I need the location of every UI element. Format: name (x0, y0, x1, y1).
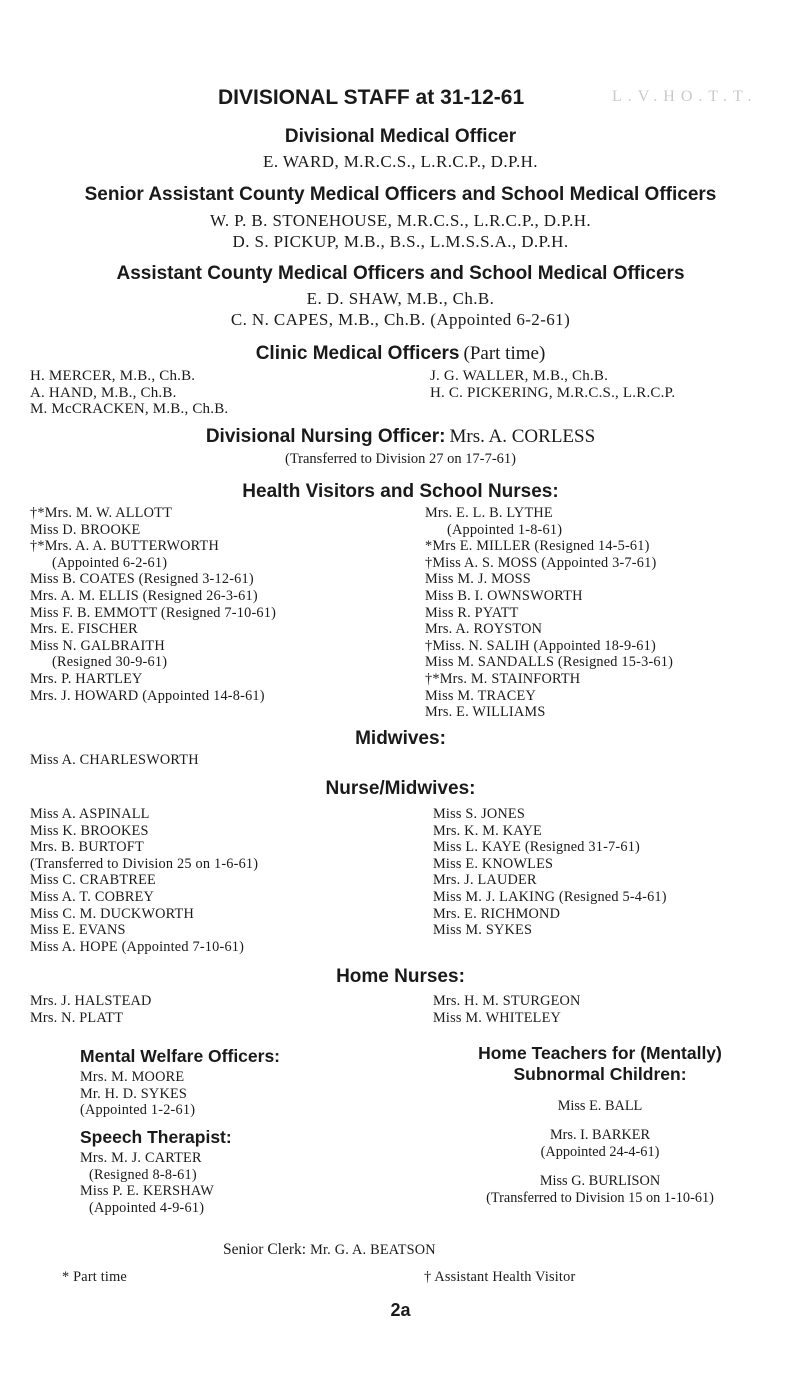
list-item: †*Mrs. M. STAINFORTH (425, 670, 581, 687)
nursing-note: (Transferred to Division 27 on 17-7-61) (284, 451, 517, 467)
list-item: (Transferred to Division 25 on 1-6-61) (30, 855, 259, 872)
list-item: Miss C. M. DUCKWORTH (30, 905, 194, 922)
list-item: Mrs. E. RICHMOND (433, 905, 561, 922)
list-item: Miss K. BROOKES (30, 822, 149, 839)
list-item: Mrs. A. M. ELLIS (Resigned 26-3-61) (30, 587, 258, 604)
home-teachers-heading-line-2: Subnormal Children: (513, 1064, 687, 1084)
nursing-officer-name: Mrs. A. CORLESS (449, 426, 596, 447)
list-item: Mrs. P. HARTLEY (30, 670, 143, 687)
home-teachers-list (415, 1098, 785, 1207)
health-visitors-left-list (30, 505, 276, 704)
acmo-name-1: E. D. SHAW, M.B., Ch.B. (306, 289, 495, 308)
list-item: Miss N. GALBRAITH (30, 637, 165, 654)
list-item: †*Mrs. M. W. ALLOTT (30, 505, 173, 521)
list-item: (Resigned 8-8-61) (89, 1166, 197, 1183)
list-item: Mrs. H. M. STURGEON (433, 993, 581, 1009)
nurse-midwives-heading: Nurse/Midwives: (325, 778, 476, 799)
list-item: Mrs. E. FISCHER (30, 621, 138, 638)
nurse-midwives-left-list (30, 806, 258, 955)
health-visitors-right-list (425, 505, 673, 721)
mental-welfare-list (80, 1069, 195, 1119)
list-item: Miss E. KNOWLES (433, 855, 554, 872)
list-item: Mrs. I. BARKER (549, 1127, 651, 1143)
acmo-heading: Assistant County Medical Officers and School Medical Officers (116, 263, 685, 284)
list-item: H. C. PICKERING, M.R.C.S., L.R.C.P. (430, 384, 676, 401)
list-item: Mr. H. D. SYKES (80, 1085, 188, 1102)
speech-therapist-heading: Speech Therapist: (80, 1127, 232, 1147)
senior-clerk (223, 1241, 436, 1259)
list-item: Mrs. A. ROYSTON (425, 621, 543, 638)
senior-acmo-name-1: W. P. B. STONEHOUSE, M.R.C.S., L.R.C.P., D.P.H. (209, 211, 592, 230)
list-item: Miss R. PYATT (425, 604, 519, 621)
list-item: Miss A. T. COBREY (30, 888, 155, 905)
clinic-heading-title: Clinic Medical Officers (255, 343, 460, 364)
list-item: Miss D. BROOKE (30, 521, 141, 538)
nursing-heading (0, 426, 801, 448)
list-item: Miss A. CHARLESWORTH (30, 752, 199, 768)
list-item: Mrs. J. HALSTEAD (30, 993, 152, 1009)
list-item: Miss A. ASPINALL (30, 806, 150, 822)
list-item: Miss L. KAYE (Resigned 31-7-61) (433, 839, 641, 856)
list-item: Miss E. EVANS (30, 922, 126, 939)
list-item: Mrs. J. HOWARD (Appointed 14-8-61) (30, 687, 265, 704)
senior-acmo-heading: Senior Assistant County Medical Officers and School Medical Officers (84, 184, 717, 205)
clinic-heading (0, 343, 801, 365)
list-item: (Transferred to Division 15 on 1-10-61) (486, 1190, 714, 1206)
list-item: Miss C. CRABTREE (30, 872, 156, 889)
list-item: (Resigned 30-9-61) (52, 654, 168, 671)
list-item: Miss B. I. OWNSWORTH (425, 587, 583, 604)
list-item: Mrs. N. PLATT (30, 1009, 124, 1026)
list-item: (Appointed 1-8-61) (447, 521, 563, 538)
list-item: Miss M. WHITELEY (433, 1009, 562, 1026)
list-item: Miss M. SYKES (433, 922, 533, 939)
list-item: (Appointed 1-2-61) (80, 1102, 196, 1119)
speech-therapist-list (80, 1150, 214, 1216)
nurse-midwives-right-list (433, 806, 667, 939)
senior-clerk-name: Mr. G. A. BEATSON (310, 1242, 436, 1258)
list-item: Mrs. B. BURTOFT (30, 839, 144, 856)
list-item: Miss M. J. LAKING (Resigned 5-4-61) (433, 888, 667, 905)
list-item: *Mrs E. MILLER (Resigned 14-5-61) (425, 538, 650, 555)
footnote-assistant-hv: † Assistant Health Visitor (424, 1269, 576, 1285)
list-item: Mrs. J. LAUDER (433, 872, 537, 889)
midwives-list (30, 752, 199, 769)
list-item: Miss M. SANDALLS (Resigned 15-3-61) (425, 654, 674, 671)
list-item: H. MERCER, M.B., Ch.B. (30, 368, 196, 384)
senior-acmo-name-2: D. S. PICKUP, M.B., B.S., L.M.S.S.A., D.P.H. (232, 232, 569, 251)
list-item: Miss B. COATES (Resigned 3-12-61) (30, 571, 254, 588)
page-title: DIVISIONAL STAFF at 31-12-61 (218, 86, 525, 109)
list-item: Miss F. B. EMMOTT (Resigned 7-10-61) (30, 604, 277, 621)
list-item: †Miss A. S. MOSS (Appointed 3-7-61) (425, 554, 657, 571)
list-item: (Appointed 24-4-61) (540, 1144, 660, 1160)
home-nurses-right-list (433, 993, 581, 1026)
faded-stamp: L.V.HO.T.T. (612, 88, 758, 105)
list-item: Miss M. J. MOSS (425, 571, 531, 588)
midwives-heading: Midwives: (355, 728, 446, 749)
list-item: Miss M. TRACEY (425, 687, 536, 704)
page-number: 2a (390, 1300, 411, 1320)
list-item: Mrs. E. WILLIAMS (425, 704, 546, 721)
clinic-right-list (430, 368, 675, 401)
list-item: Miss S. JONES (433, 806, 525, 822)
clinic-left-list (30, 368, 228, 418)
home-teachers-heading (415, 1043, 785, 1085)
home-teachers-heading-line-1: Home Teachers for (Mentally) (478, 1043, 722, 1063)
list-item: Miss P. E. KERSHAW (80, 1183, 214, 1200)
home-nurses-heading: Home Nurses: (336, 966, 465, 987)
home-nurses-left-list (30, 993, 152, 1026)
senior-clerk-label: Senior Clerk: (223, 1241, 307, 1258)
list-item: †Miss. N. SALIH (Appointed 18-9-61) (425, 637, 656, 654)
acmo-name-2: C. N. CAPES, M.B., Ch.B. (Appointed 6-2-61) (230, 310, 571, 329)
list-item: Mrs. E. L. B. LYTHE (425, 505, 553, 521)
list-item: J. G. WALLER, M.B., Ch.B. (430, 368, 609, 384)
nursing-heading-title: Divisional Nursing Officer: (205, 426, 446, 447)
footnote-part-time: * Part time (62, 1269, 127, 1285)
mental-welfare-heading: Mental Welfare Officers: (80, 1046, 281, 1066)
list-item: M. McCRACKEN, M.B., Ch.B. (30, 401, 229, 418)
list-item: Mrs. M. J. CARTER (80, 1150, 202, 1166)
list-item: Miss G. BURLISON (539, 1173, 661, 1189)
list-item: A. HAND, M.B., Ch.B. (30, 384, 177, 401)
list-item: Mrs. M. MOORE (80, 1069, 185, 1085)
dmo-name: E. WARD, M.R.C.S., L.R.C.P., D.P.H. (263, 152, 538, 171)
clinic-heading-suffix: (Part time) (463, 343, 546, 364)
list-item: Miss A. HOPE (Appointed 7-10-61) (30, 938, 245, 955)
list-item: Mrs. K. M. KAYE (433, 822, 542, 839)
list-item: (Appointed 6-2-61) (52, 554, 168, 571)
health-visitors-heading: Health Visitors and School Nurses: (242, 481, 559, 502)
list-item: (Appointed 4-9-61) (89, 1199, 205, 1216)
dmo-heading: Divisional Medical Officer (284, 126, 517, 147)
list-item: Miss E. BALL (557, 1098, 643, 1114)
list-item: †*Mrs. A. A. BUTTERWORTH (30, 538, 220, 555)
